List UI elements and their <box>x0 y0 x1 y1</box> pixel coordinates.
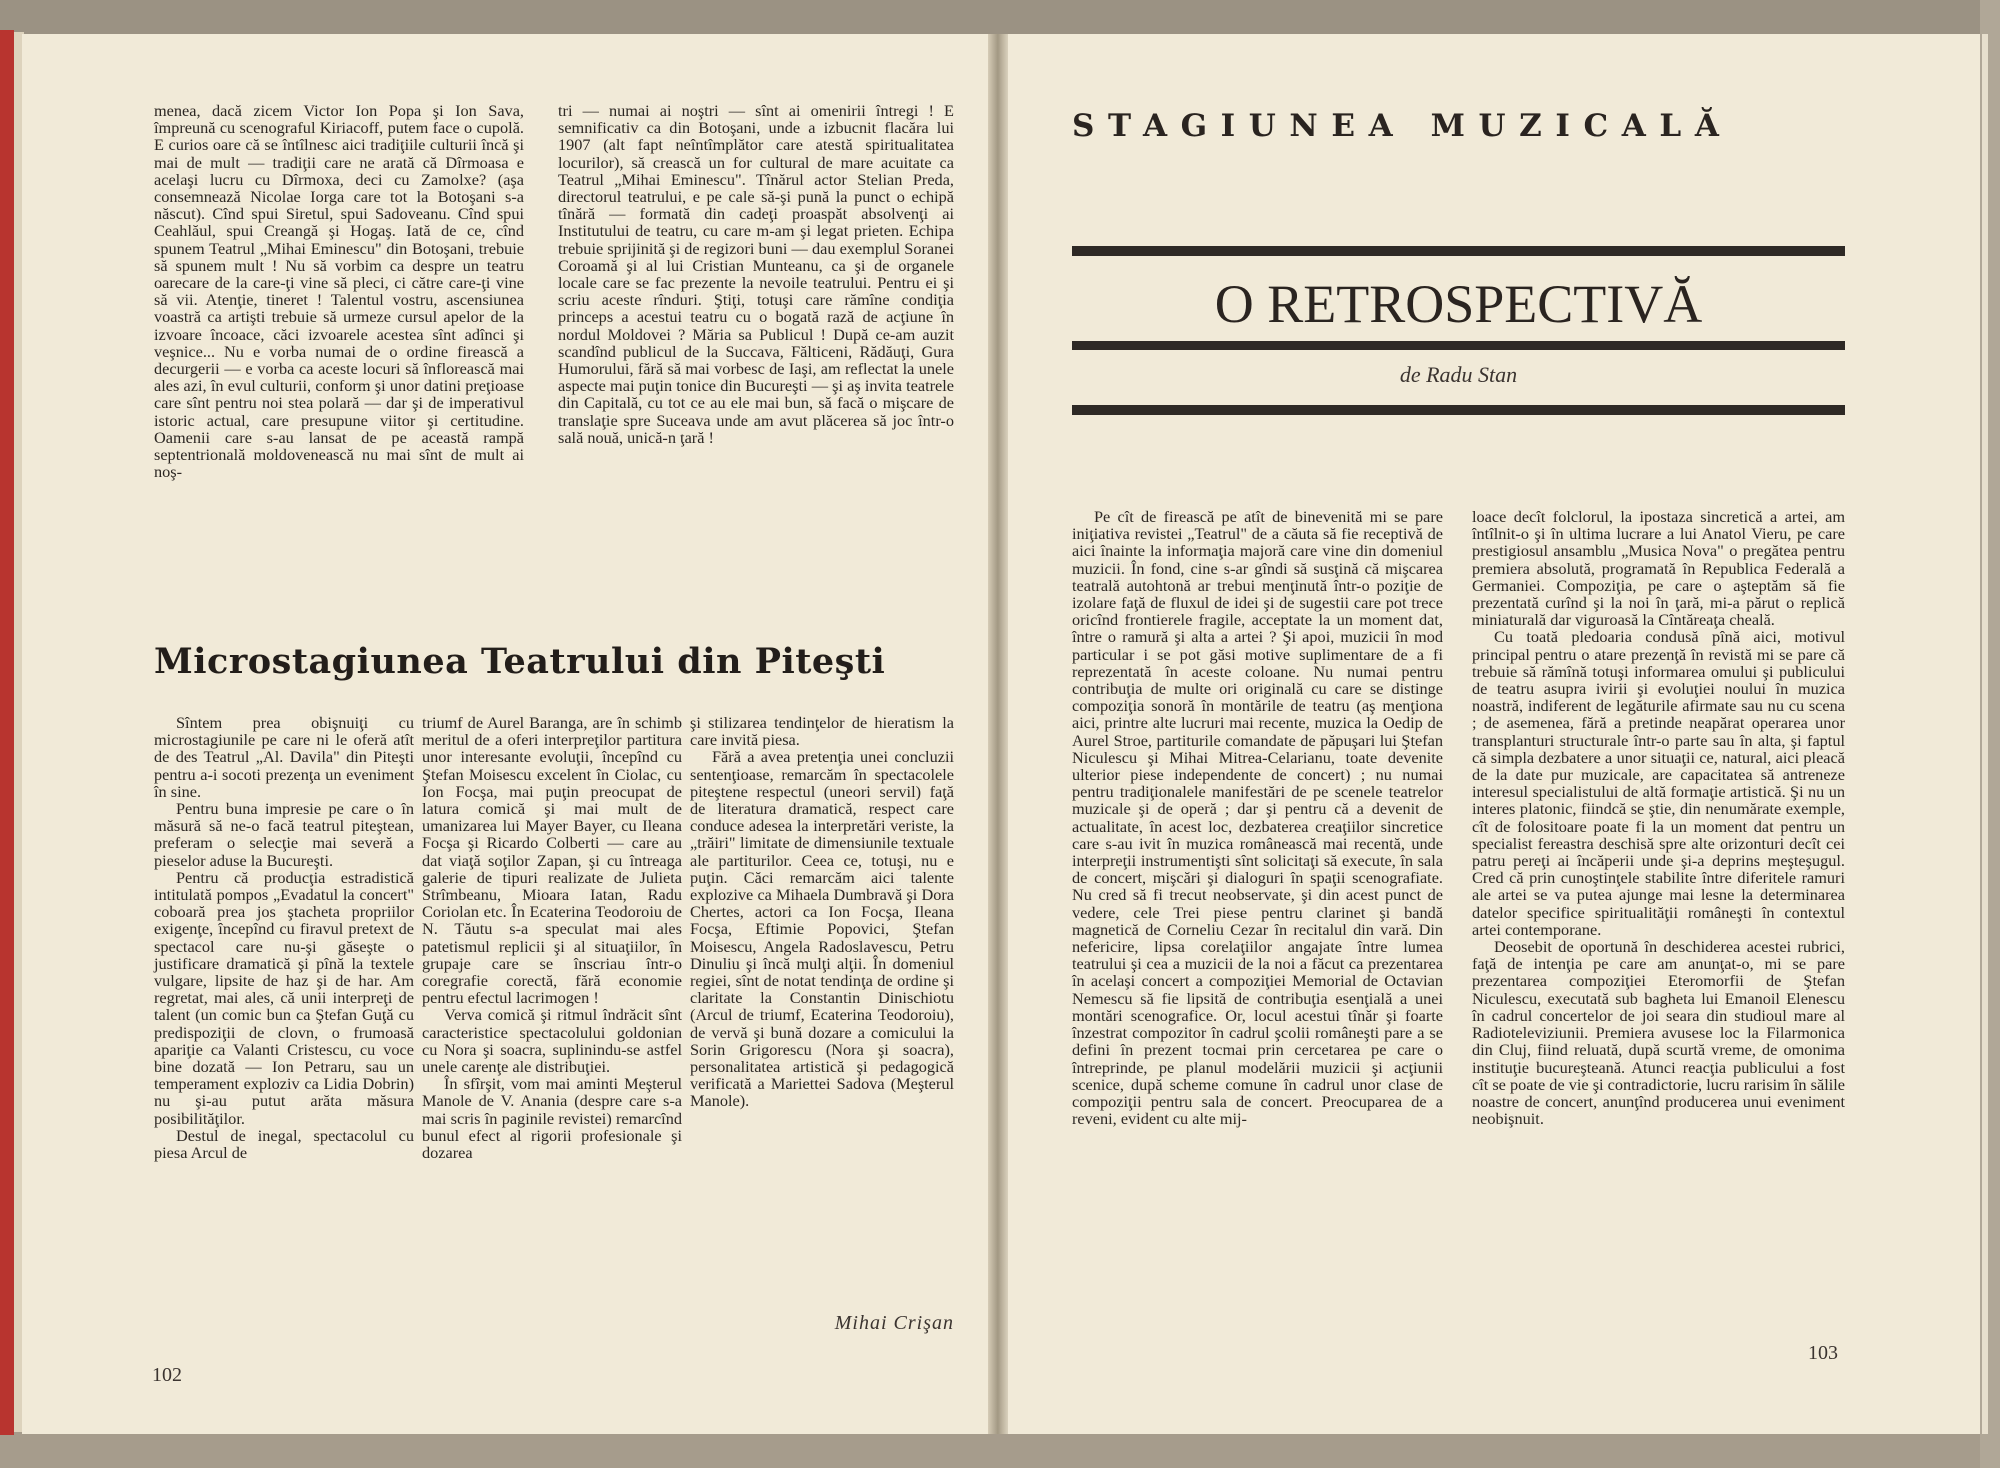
main-title: O RETROSPECTIVĂ <box>1214 274 1703 334</box>
intro-text-1: menea, dacă zicem Victor Ion Popa şi Ion Sava, împreună cu scenograful Kiriacoff, putem face o cupolă. E curios oare că se întîlnesc aici tradiţiile culturii încă şi mai de mult — tradiţii care ne arată că Dîrmoasa e acelaşi lucru cu Dîrmoxa, deci cu Zamolxe? (aşa consemnează Nicolae Iorga care tot la Botoşani s-a născut). Cînd spui Siretul, spui Sadoveanu. Cînd spui Ceahlăul, spui Creangă şi Hogaş. Iată de ce, cînd spunem Teatrul „Mihai Eminescu" din Botoşani, trebuie să spunem mult ! Nu să vorbim ca despre un teatru oarecare de la care-ţi vine să pleci, ci către care-ţi vine să vii. Atenţie, tineret ! Talentul vostru, ascensiunea voastră ca artişti trebuie să urmeze cursul apelor de la izvoare încoace, căci izvoarele acestea sînt adînci şi veşnice... Nu e vorba numai de o ordine firească a decurgerii — e vorba ca aceste locuri să înflorească mai ales azi, în evul culturii, conform şi unor datini preţioase care sînt pentru noi stea polară — dar şi de imperativul istoric actual, care presupune viitor şi certitudine. Oamenii care s-au lansat de pe această rampă septentrională moldovenească nu mai sînt de mult ai noş- <box>154 101 524 482</box>
paragraph: Destul de inegal, spectacolul cu piesa Arcul de <box>154 1125 414 1163</box>
book-cover-bottom <box>0 1430 2000 1468</box>
divider-rule <box>1072 246 1845 256</box>
page-edge-right <box>1982 34 1988 1434</box>
paragraph: Pentru că producţia estradistică intitulată pompos „Evadatul la concert" coboară prea jos ştacheta propriilor exigenţe, începînd cu firavul pretext de spectacol care nu-şi găseşte o justificare dramatică şi pînă la textele vulgare, lipsite de haz şi de har. Am regretat, mai ales, că unii interpreţi de talent (un comic bun ca Ştefan Guţă cu predispoziţii de clovn, o frumoasă apariţie ca Valanti Cristescu, cu voce bine dozată — Ion Petraru, sau un temperament exploziv ca Lidia Dobrin) nu şi-au putut arăta măsura posibilităţilor. <box>154 867 414 1128</box>
article-column-2 <box>1472 508 1845 1127</box>
paragraph: În sfîrşit, vom mai aminti Meşterul Manole de V. Anania (despre care s-a mai scris în paginile revistei) remarcînd bunul efect al rigorii profesionale şi dozarea <box>422 1074 682 1163</box>
book-cover-top <box>0 0 2000 38</box>
section-title: STAGIUNEA MUZICALĂ <box>1072 108 1733 144</box>
paragraph: Cu toată pledoaria condusă pînă aici, motivul principal pentru o atare prezenţă în revistă mi se pare că trebuie să rămînă totuşi informarea omului şi publicului de teatru asupra ivirii şi evoluţiei noului în muzica noastră, indiferent de legăturile afirmate sau nu cu scena ; de asemenea, fără a pretinde neapărat operarea unor transplanturi structurale într-o parte sau în alta, şi faptul că simpla dezbatere a unor situaţii ce, natural, aici pleacă de la date pur muzicale, are capacitatea să antreneze interesul specialistului de altă formaţie artistică. Şi nu un interes platonic, fiindcă se ştie, din nenumărate exemple, cît de folositoare poate fi la un moment dat pentru un specialist fereastra deschisă spre alte orizonturi decît cei patru pereţi ai încăperii unde şi-a deprins meşteşugul. Cred că prin cunoştinţele stabilite între diferitele ramuri ale artei se va putea ajunge mai lesne la determinarea datelor specifice spiritualităţii româneşti în contextul artei contemporane. <box>1472 627 1845 939</box>
paragraph: Deosebit de oportună în deschiderea acestei rubrici, faţă de intenţia pe care am anunţat-o, mi se pare prezentarea compoziţiei Eteromorfii de Ştefan Niculescu, executată sub bagheta lui Emanoil Elenescu în cadrul concertelor de joi seara din studioul mare al Radioteleviziunii. Premiera avusese loc la Filarmonica din Cluj, fiind reluată, după scurtă vreme, de omonima instituţie bucureşteană. Atunci reacţia publicului a fost cît se poate de vie şi contradictorie, lucru rarisim în sălile noastre de concert, anunţînd producerea unui eveniment neobişnuit. <box>1472 937 1845 1129</box>
article-title: Microstagiunea Teatrului din Piteşti <box>154 641 886 682</box>
right-page <box>1008 34 1982 1434</box>
book-gutter <box>988 34 1010 1434</box>
article-column-2 <box>422 714 682 1161</box>
page-number-left: 102 <box>152 1364 182 1386</box>
divider-rule <box>1072 405 1845 415</box>
left-page <box>22 34 990 1434</box>
paragraph: Pentru buna impresie pe care o în măsură să ne-o facă teatrul piteştean, preferam o selecţie mai severă a pieselor aduse la Bucureşti. <box>154 799 414 870</box>
author-signature: Mihai Crişan <box>834 1312 954 1334</box>
divider-rule <box>1072 341 1845 350</box>
paragraph: Fără a avea pretenţia unei concluzii sentenţioase, remarcăm în spectacolele piteştene respectul (uneori servil) faţă de literatura dramatică, respect care conduce adesea la interpretări veriste, la „trăiri" limitate de dimensiunile textuale ale partiturilor. Ceea ce, totuşi, nu e puţin. Căci remarcăm aici talente explozive ca Mihaela Dumbravă şi Dora Chertes, actori ca Ion Focşa, Ileana Focşa, Eftimie Popovici, Ştefan Moisescu, Angela Radoslavescu, Petru Dinuliu şi încă mulţi alţii. În domeniul regiei, sînt de notat tendinţa de ordine şi claritate la Constantin Dinischiotu (Arcul de triumf, Ecaterina Teodoroiu), de vervă şi bună dozare a comicului la Sorin Grigorescu (Nora şi soacra), personalitatea artistică şi pedagogică verificată a Mariettei Sadova (Meşterul Manole). <box>690 747 954 1111</box>
paragraph: loace decît folclorul, la ipostaza sincretică a artei, am întîlnit-o şi în ultima lucrare a lui Anatol Vieru, pe care prestigiosul ansamblu „Musica Nova" o pregătea pentru premiera absolută, programată în Republica Federală a Germaniei. Compoziţia, pe care o aşteptăm să fie prezentată curînd şi la noi în ţară, mi-a părut o replică miniaturală dar viguroasă la Cîntăreaţa cheală. <box>1472 507 1845 630</box>
byline: de Radu Stan <box>1399 362 1518 387</box>
paragraph: triumf de Aurel Baranga, are în schimb meritul de a oferi interpreţilor partitura unor interesante evoluţii, începînd cu Ştefan Moisescu excelent în Ciolac, cu Ion Focşa, mai puţin preocupat de latura comică şi mai mult de umanizarea lui Mayer Bayer, cu Ileana Focşa şi Ricardo Colberti — care au dat viaţă soţilor Zapan, şi cu întreaga galerie de tipuri realizate de Julieta Strîmbeanu, Mioara Iatan, Radu Coriolan etc. În Ecaterina Teodoroiu de N. Tăutu s-a speculat mai ales patetismul replicii şi al situaţiilor, în grupaje care se înscriau într-o coregrafie corectă, fără economie pentru efectul lacrimogen ! <box>422 713 682 1008</box>
intro-text-2: tri — numai ai noştri — sînt ai omenirii întregi ! E semnificativ ca din Botoşani, unde a izbucnit flacăra lui 1907 (alt fapt neîntîmplător care atestă spiritualitatea locurilor), să crească un for cultural de mare acuitate ca Teatrul „Mihai Eminescu". Tînărul actor Stelian Preda, directorul teatrului, e pe cale să-şi pună la punct o echipă tînără — formată din cadeţi proaspăt absolvenţi ai Institutului de teatru, cu care m-am şi legat prieten. Echipa trebuie sprijinită şi de regizori buni — dau exemplul Soranei Coroamă şi al lui Cristian Munteanu, ca şi de organele locale care se fac prezente la nevoile teatrului. Pentru ei şi scriu aceste rînduri. Ştiţi, totuşi care rămîne condiţia princeps a acestui teatru cu o bogată rază de acţiune în nordul Moldovei ? Măria sa Publicul ! După ce-am auzit scandînd publicul de la Succava, Fălticeni, Rădăuţi, Gura Humorului, fără să mai vorbesc de Iaşi, am reflectat la unele aspecte mai puţin tonice din Bucureşti — şi aş invita teatrele din Capitală, cu tot ce au ele mai bun, să facă o mişcare de translaţie spre Suceava unde am avut plăcerea să joc într-o sală nouă, unică-n ţară ! <box>558 101 954 447</box>
paragraph: Verva comică şi ritmul îndrăcit sînt caracteristice spectacolului goldonian cu Nora şi soacra, suplinindu-se astfel unele carenţe ale distribuţiei. <box>422 1005 682 1077</box>
paragraph: Pe cît de firească pe atît de binevenită mi se pare iniţiativa revistei „Teatrul" de a căuta să fie receptivă de aici înainte la informaţia majoră care vine din domeniul muzicii. În fond, cine s-ar gîndi să susţină că mişcarea teatrală autohtonă ar trebui menţinută într-o poziţie de izolare faţă de fluxul de idei şi de sugestii care pot trece oricînd frontierele fragile, acceptate la un moment dat, între o ramură şi alta a artei ? Şi apoi, muzicii în mod particular i se pot găsi motive suplimentare de a fi reprezentată în aceste coloane. Nu numai pentru contribuţia de multe ori originală cu care se distinge compoziţia sonoră în montările de teatru (aş menţiona aici, printre alte lucruri mai recente, muzica la Oedip de Aurel Stroe, partiturile comandate de păpuşari lui Ştefan Niculescu şi Mihai Mitrea-Celarianu, toate devenite ulterior piese independente de concert) ; nu numai pentru tradiţionalele manifestări de pe scenele teatrelor muzicale şi de operă ; dar şi pentru că a devenit de actualitate, în acest loc, dezbaterea creaţiilor sincretice care s-au ivit în muzica românească mai recentă, unde interpreţii instrumentişti sînt solicitaţi să execute, în sala de concert, mişcări şi dialoguri în spaţii scenografiate. Nu cred să fi trecut neobservate, şi din acest punct de vedere, cele Trei piese pentru clarinet şi bandă magnetică de Corneliu Cezar în recitalul din vară. Din nefericire, lipsa corelaţiilor angajate între lumea teatrului şi cea a muzicii de la noi a făcut ca prezentarea în acelaşi concert a compoziţiei Memorial de Octavian Nemescu să fie lipsită de contribuţia esenţială a unei montări scenografice. Or, locul acestui tînăr şi foarte înzestrat compozitor în cadrul şcolii româneşti pare a se defini în prezent tocmai prin cercetarea pe care o întreprinde, pe planul modelării muzicii şi acţiunii scenice, după scheme comune în cadrul unor clase de compoziţii pentru sala de concert. Preocuparea de a reveni, evident cu alte mij- <box>1072 507 1443 1129</box>
paragraph: şi stilizarea tendinţelor de hieratism la care invită piesa. <box>690 713 954 750</box>
article-column-1 <box>154 714 414 1161</box>
paragraph: Sîntem prea obişnuiţi cu microstagiunile pe care ni le oferă atît de des Teatrul „Al. Davila" din Piteşti pentru a-i socoti prezenţa un eveniment în sine. <box>154 713 414 801</box>
book-spine-edge <box>0 30 14 1435</box>
intro-column-1 <box>154 102 524 480</box>
intro-column-2 <box>558 102 954 446</box>
article-column-3 <box>690 714 954 1110</box>
page-number-right: 103 <box>1808 1342 1838 1364</box>
article-column-1 <box>1072 508 1443 1127</box>
